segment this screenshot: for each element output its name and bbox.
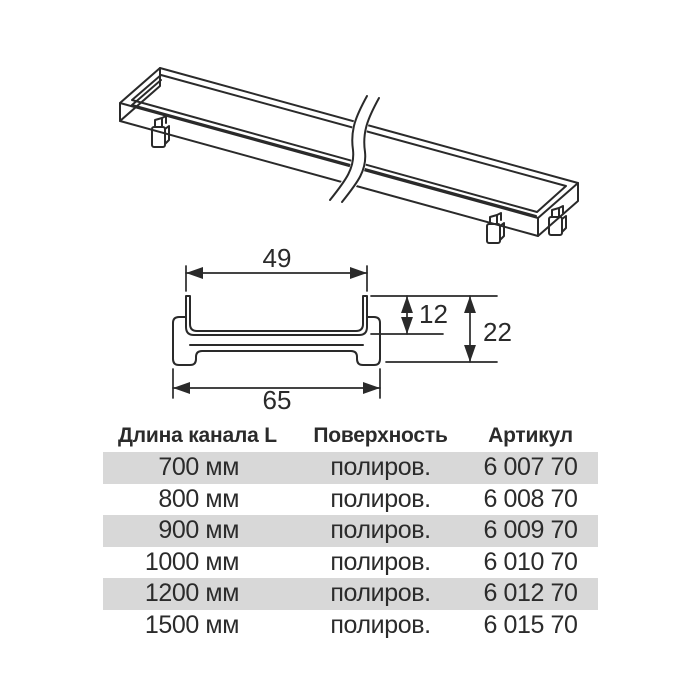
break-line	[330, 96, 379, 202]
table-row	[103, 547, 598, 579]
cell-article: 6 015 70	[483, 610, 578, 639]
cell-article: 6 008 70	[483, 484, 578, 513]
table-row	[103, 515, 598, 547]
cell-surface: полиров.	[330, 610, 431, 639]
dimension-total-height	[386, 296, 512, 362]
cell-length: 700 мм	[158, 453, 239, 482]
dim-label-22: 22	[483, 317, 512, 347]
table-row	[103, 610, 598, 642]
column-header-surface: Поверхность	[313, 423, 448, 447]
cell-surface: полиров.	[330, 579, 431, 608]
cell-article: 6 007 70	[483, 453, 578, 482]
isometric-channel-drawing	[120, 68, 578, 243]
cell-surface: полиров.	[330, 453, 431, 482]
table-header-row	[103, 419, 598, 452]
cell-article: 6 009 70	[483, 516, 578, 545]
product-table	[103, 419, 598, 641]
cell-surface: полиров.	[330, 484, 431, 513]
column-header-length: Длина канала L	[118, 423, 277, 447]
dim-label-49: 49	[262, 243, 292, 273]
dimension-channel-depth	[371, 296, 497, 334]
dimension-bottom-width	[173, 369, 380, 415]
cell-length: 1000 мм	[144, 547, 239, 576]
cell-surface: полиров.	[330, 547, 431, 576]
table-row	[103, 578, 598, 610]
cell-length: 900 мм	[158, 516, 239, 545]
cell-surface: полиров.	[330, 516, 431, 545]
cross-section-drawing	[173, 243, 512, 415]
table-row	[103, 484, 598, 516]
table-row	[103, 452, 598, 484]
channel-foot-right	[549, 206, 566, 235]
cell-length: 1200 мм	[144, 579, 239, 608]
cell-length: 1500 мм	[144, 610, 239, 639]
cell-article: 6 010 70	[483, 547, 578, 576]
dim-label-65: 65	[262, 385, 292, 415]
column-header-article: Артикул	[488, 423, 573, 447]
cell-length: 800 мм	[158, 484, 239, 513]
cell-article: 6 012 70	[483, 579, 578, 608]
dimension-top-width	[186, 243, 367, 291]
channel-foot-middle	[487, 213, 504, 243]
dim-label-12: 12	[419, 299, 448, 329]
